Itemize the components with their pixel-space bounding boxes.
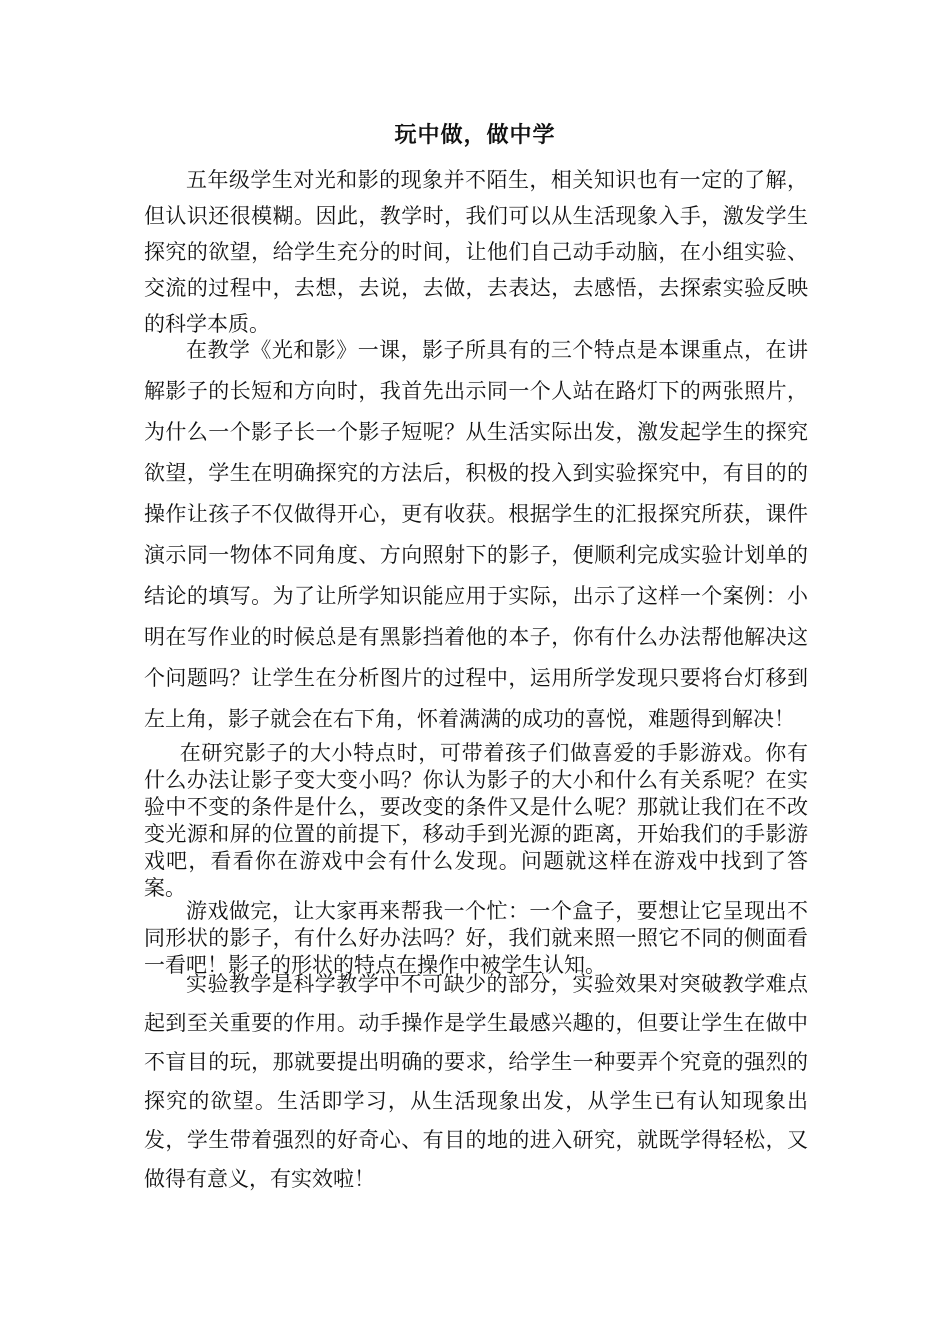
- paragraph-light-and-shadow-lesson: 在教学《光和影》一课，影子所具有的三个特点是本课重点，在讲解影子的长短和方向时，我首先出示同一个人站在路灯下的两张照片，为什么一个影子长一个影子短呢？从生活实际出发，激发起学生的探究欲望，学生在明确探究的方法后，积极的投入到实验探究中，有目的的操作让孩子不仅做得开心，更有收获。根据学生的汇报探究所获，课件演示同一物体不同角度、方向照射下的影子，便顺利完成实验计划单的结论的填写。为了让所学知识能应用于实际，出示了这样一个案例：小明在写作业的时候总是有黑影挡着他的本子，你有什么办法帮他解决这个问题吗？让学生在分析图片的过程中，运用所学发现只要将台灯移到左上角，影子就会在右下角，怀着满满的成功的喜悦，难题得到解决！: [144, 338, 808, 731]
- paragraph-conclusion: 实验教学是科学教学中不可缺少的部分，实验效果对突破教学难点起到至关重要的作用。动手操作是学生最感兴趣的，但要让学生在做中不盲目的玩，那就要提出明确的要求，给学生一种要弄个究竟的强烈的探究的欲望。生活即学习，从生活现象出发，从学生已有认知现象出发，学生带着强烈的好奇心、有目的地的进入研究，就既学得轻松，又做得有意义，有实效啦！: [144, 972, 808, 1191]
- paragraph-shadow-size: 在研究影子的大小特点时，可带着孩子们做喜爱的手影游戏。你有什么办法让影子变大变小吗？你认为影子的大小和什么有关系呢？在实验中不变的条件是什么，要改变的条件又是什么呢？那就让我们在不改变光源和屏的位置的前提下，移动手到光源的距离，开始我们的手影游戏吧，看看你在游戏中会有什么发现。问题就这样在游戏中找到了答案。: [144, 741, 808, 900]
- paragraph-intro: 五年级学生对光和影的现象并不陌生，相关知识也有一定的了解，但认识还很模糊。因此，教学时，我们可以从生活现象入手，激发学生探究的欲望，给学生充分的时间，让他们自己动手动脑，在小组实验、交流的过程中，去想，去说，去做，去表达，去感悟，去探索实验反映的科学本质。: [144, 168, 808, 336]
- document-title: 玩中做，做中学: [394, 122, 556, 148]
- paragraph-shadow-shape: 游戏做完，让大家再来帮我一个忙：一个盒子，要想让它呈现出不同形状的影子，有什么好办法吗？好，我们就来照一照它不同的侧面看一看吧！影子的形状的特点在操作中被学生认知。: [144, 899, 808, 977]
